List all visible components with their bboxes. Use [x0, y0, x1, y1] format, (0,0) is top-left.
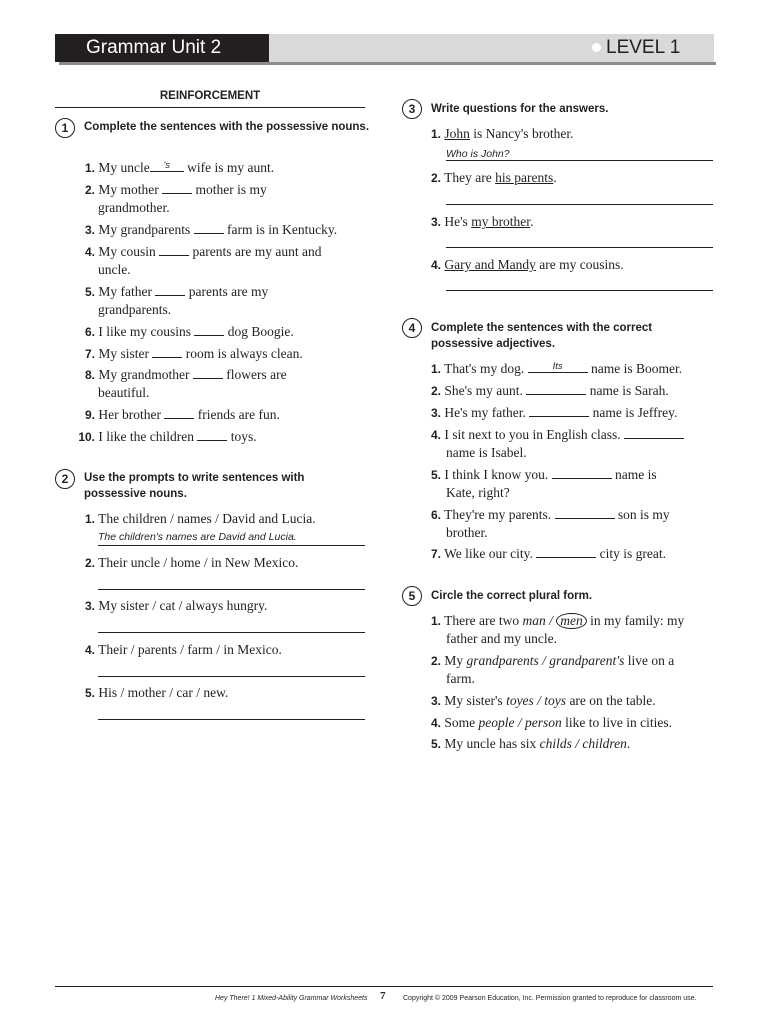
- header-shadow: [59, 62, 716, 65]
- answer-line[interactable]: [98, 719, 365, 720]
- exercise-number-2: 2: [55, 469, 75, 489]
- ex4-item-7: 7. We like our city. city is great.: [430, 546, 667, 561]
- answer-line[interactable]: [98, 589, 365, 590]
- ex1-item-6: 6. I like my cousins dog Boogie.: [84, 324, 294, 339]
- ex4-item-2: 2. She's my aunt. name is Sarah.: [430, 383, 669, 398]
- ex4-item-1: 1. That's my dog. Its name is Boomer.: [430, 361, 683, 376]
- answer-line[interactable]: [98, 676, 365, 677]
- answer-blank[interactable]: [536, 545, 596, 558]
- ex3-item-4: 4. Gary and Mandy are my cousins.: [430, 257, 624, 272]
- answer-blank[interactable]: [624, 426, 684, 439]
- answer-blank[interactable]: Its: [528, 360, 588, 373]
- answer-line[interactable]: [446, 160, 713, 161]
- ex3-item-3: 3. He's my brother.: [430, 214, 534, 229]
- ex1-item-1: 1. My uncle 's wife is my aunt.: [84, 160, 275, 175]
- unit-title: Grammar Unit 2: [86, 37, 222, 58]
- ex1-item-7: 7. My sister room is always clean.: [84, 346, 303, 361]
- ex5-item-5: 5. My uncle has six childs / children.: [430, 736, 631, 751]
- ex2-example-answer: The children's names are David and Lucia.: [98, 531, 297, 543]
- ex4-item-3: 3. He's my father. name is Jeffrey.: [430, 405, 678, 420]
- circled-answer: men: [556, 613, 587, 629]
- exercise-5-instruction: Circle the correct plural form.: [431, 590, 593, 602]
- answer-line[interactable]: [98, 632, 365, 633]
- exercise-2-instruction: Use the prompts to write sentences with possessive nouns.: [84, 472, 305, 500]
- ex4-item-6: 6. They're my parents. son is my brother.: [430, 507, 670, 540]
- answer-blank[interactable]: [193, 366, 223, 379]
- section-label: REINFORCEMENT: [159, 90, 261, 102]
- answer-line[interactable]: [446, 290, 713, 291]
- ex4-item-5: 5. I think I know you. name is Kate, right?: [430, 467, 657, 500]
- answer-line[interactable]: [446, 247, 713, 248]
- ex2-item-4: 4. Their / parents / farm / in Mexico.: [84, 642, 282, 657]
- answer-blank[interactable]: 's: [150, 159, 184, 172]
- ex2-item-3: 3. My sister / cat / always hungry.: [84, 598, 268, 613]
- ex4-item-4: 4. I sit next to you in English class. name is Isabel.: [423, 426, 684, 462]
- ex5-item-4: 4. Some people / person like to live in cities.: [430, 715, 672, 730]
- ex3-item-1: 1. John is Nancy's brother.: [430, 126, 574, 141]
- ex1-item-9: 9. Her brother friends are fun.: [84, 407, 280, 422]
- ex1-item-3: 3. My grandparents farm is in Kentucky.: [84, 222, 338, 237]
- ex2-item-1: 1. The children / names / David and Lucia.: [84, 511, 316, 526]
- ex3-example-answer: Who is John?: [446, 148, 510, 160]
- answer-blank[interactable]: [526, 382, 586, 395]
- footer-book-title: Hey There! 1 Mixed-Ability Grammar Worksheets: [215, 995, 368, 1002]
- exercise-number-1: 1: [55, 118, 75, 138]
- answer-blank[interactable]: [162, 181, 192, 194]
- ex5-item-1: 1. There are two man / men in my family: my father and my uncle.: [430, 613, 685, 646]
- exercise-number-4: 4: [402, 318, 422, 338]
- ex1-item-10: 10. I like the children toys.: [78, 429, 257, 444]
- exercise-4-instruction: Complete the sentences with the correct possessive adjectives.: [431, 322, 653, 350]
- exercise-3-instruction: Write questions for the answers.: [431, 103, 609, 115]
- answer-blank[interactable]: [555, 506, 615, 519]
- level-label: LEVEL 1: [606, 37, 681, 58]
- answer-blank[interactable]: [152, 345, 182, 358]
- bullet-dot-icon: [592, 43, 601, 52]
- ex1-item-8: 8. My grandmother flowers are beautiful.: [84, 367, 287, 400]
- answer-line[interactable]: [98, 545, 365, 546]
- answer-blank[interactable]: [552, 466, 612, 479]
- ex2-item-5: 5. His / mother / car / new.: [84, 685, 229, 700]
- ex2-item-2: 2. Their uncle / home / in New Mexico.: [84, 555, 299, 570]
- answer-blank[interactable]: [194, 221, 224, 234]
- ex3-item-2: 2. They are his parents.: [430, 170, 557, 185]
- answer-blank[interactable]: [159, 243, 189, 256]
- ex1-item-4: 4. My cousin parents are my aunt and uncle.: [84, 244, 322, 277]
- answer-blank[interactable]: [197, 428, 227, 441]
- answer-blank[interactable]: [164, 406, 194, 419]
- answer-blank[interactable]: [155, 283, 185, 296]
- section-rule: [55, 107, 365, 108]
- answer-line[interactable]: [446, 204, 713, 205]
- answer-blank[interactable]: [194, 323, 224, 336]
- ex5-item-2: 2. My grandparents / grandparent's live on a farm.: [430, 653, 675, 686]
- footer-copyright: Copyright © 2009 Pearson Education, Inc. Permission granted to reproduce for classroom use.: [403, 995, 697, 1002]
- ex1-item-2: 2. My mother mother is my grandmother.: [84, 182, 267, 215]
- exercise-1-instruction: Complete the sentences with the possessive nouns.: [84, 121, 370, 133]
- page-number: 7: [380, 990, 386, 1002]
- exercise-number-3: 3: [402, 99, 422, 119]
- footer-rule: [55, 986, 713, 987]
- exercise-number-5: 5: [402, 586, 422, 606]
- ex5-item-3: 3. My sister's toyes / toys are on the table.: [430, 693, 656, 708]
- ex1-item-5: 5. My father parents are my grandparents.: [84, 284, 269, 317]
- answer-blank[interactable]: [529, 404, 589, 417]
